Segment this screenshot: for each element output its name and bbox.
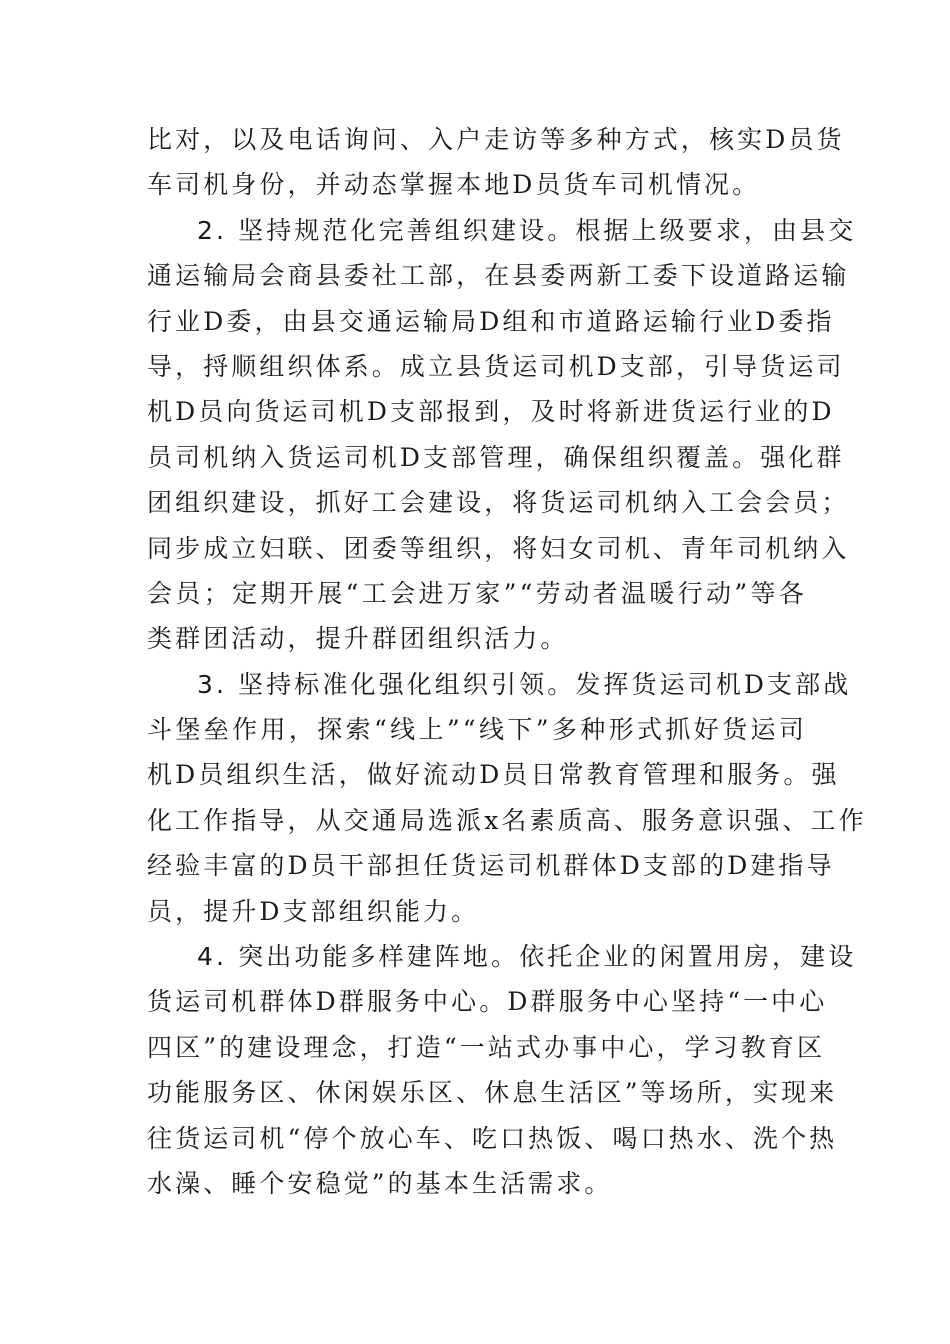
text-line: 机D员组织生活，做好流动D员日常教育管理和服务。强 (147, 760, 840, 790)
section-heading: 3. 坚持标准化强化组织引领。 (197, 669, 576, 699)
text-line: 水澡、睡个安稳觉”的基本生活需求。 (147, 1168, 613, 1198)
text-line: 货运司机群体D群服务中心。D群服务中心坚持“一中心 (147, 987, 828, 1017)
text-line: 行业D委，由县交通运输局D组和市道路运输行业D委指 (147, 306, 835, 336)
text-line: 车司机身份，并动态掌握本地D员货车司机情况。 (147, 170, 761, 200)
section-heading: 2. 坚持规范化完善组织建设。 (197, 215, 576, 245)
text-line (147, 662, 852, 707)
text-line: 类群团活动，提升群团组织活力。 (147, 624, 569, 654)
text-line: 经验丰富的D员干部担任货运司机群体D支部的D建指导 (147, 851, 835, 881)
text-fragment: 发挥货运司机D支部战 (575, 669, 852, 699)
text-fragment: 根据上级要求，由县交 (575, 215, 857, 245)
section-heading: 4. 突出功能多样建阵地。 (197, 942, 520, 972)
text-line: 化工作指导，从交通局选派x名素质高、服务意识强、工作 (147, 805, 867, 835)
text-line: 员，提升D支部组织能力。 (147, 896, 480, 926)
paragraph-2 (147, 208, 857, 662)
paragraph-3 (147, 662, 867, 934)
text-line: 机D员向货运司机D支部报到，及时将新进货运行业的D (147, 397, 835, 427)
paragraph-1 (147, 117, 845, 208)
text-line: 员司机纳入货运司机D支部管理，确保组织覆盖。强化群 (147, 442, 845, 472)
document-page (147, 117, 867, 1206)
text-fragment: 依托企业的闲置用房，建设 (519, 942, 857, 972)
text-line (147, 934, 857, 979)
text-line: 四区”的建设理念，打造“一站式办事中心，学习教育区 (147, 1032, 826, 1062)
text-line: 团组织建设，抓好工会建设，将货运司机纳入工会会员； (147, 488, 850, 518)
text-line: 导，捋顺组织体系。成立县货运司机D支部，引导货运司 (147, 351, 845, 381)
text-line: 功能服务区、休闲娱乐区、休息生活区”等场所，实现来 (147, 1078, 838, 1108)
text-line: 斗堡垒作用，探索“线上”“线下”多种形式抓好货运司 (147, 715, 807, 745)
text-line: 通运输局会商县委社工部，在县委两新工委下设道路运输 (147, 261, 850, 291)
text-line (147, 208, 857, 253)
text-line: 比对，以及电话询问、入户走访等多种方式，核实D员货 (147, 125, 845, 154)
text-line: 会员；定期开展“工会进万家”“劳动者温暖行动”等各 (147, 578, 807, 608)
paragraph-4 (147, 934, 857, 1206)
text-line: 往货运司机“停个放心车、吃口热饭、喝口热水、洗个热 (147, 1123, 838, 1153)
text-line: 同步成立妇联、团委等组织，将妇女司机、青年司机纳入 (147, 533, 850, 563)
